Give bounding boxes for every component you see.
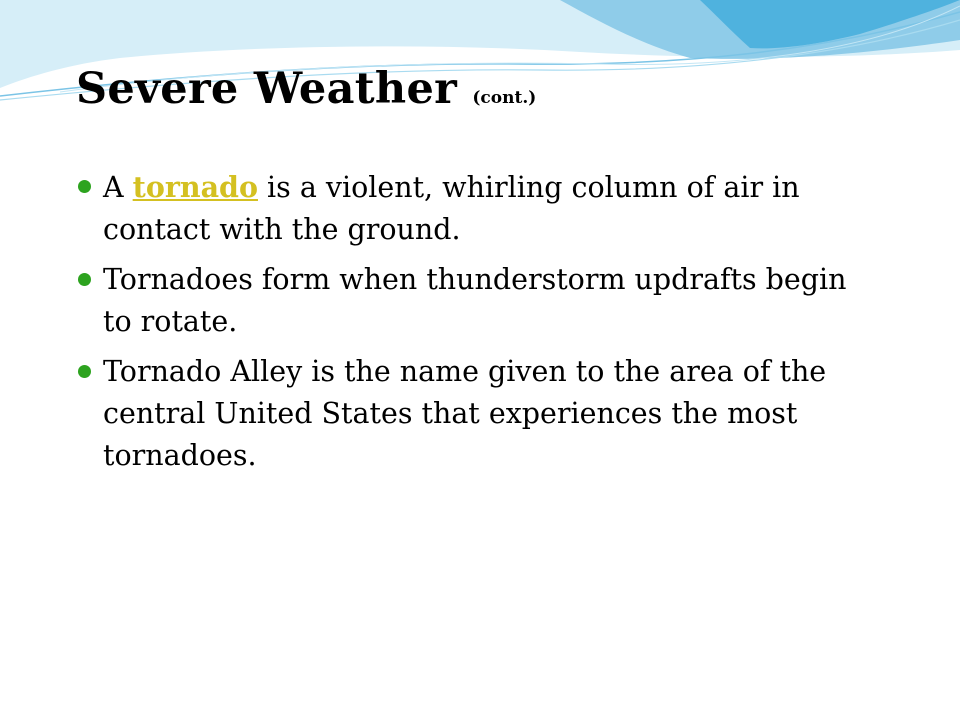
title-subtitle: (cont.) bbox=[472, 88, 537, 108]
bullet-list bbox=[76, 166, 876, 485]
bullet-text: Tornadoes form when thunderstorm updrafts begin to rotate. bbox=[103, 263, 847, 338]
bullet-dot-icon bbox=[78, 365, 91, 378]
tornado-link[interactable]: tornado bbox=[132, 170, 258, 204]
bullet-text-before-link: A bbox=[103, 171, 133, 204]
bullet-item-tornado-alley bbox=[76, 351, 876, 477]
bullet-dot-icon bbox=[78, 273, 91, 286]
title-main: Severe Weather bbox=[76, 64, 458, 114]
bullet-item-tornado-formation bbox=[76, 259, 876, 343]
bullet-item-tornado-definition bbox=[76, 166, 876, 251]
bullet-text: Tornado Alley is the name given to the area of the central United States that experiences the most tornadoes. bbox=[103, 355, 827, 472]
bullet-text-after-link: is a violent, whirling column of air in contact with the ground. bbox=[103, 171, 800, 246]
bullet-dot-icon bbox=[78, 180, 91, 193]
slide-title bbox=[76, 64, 536, 116]
